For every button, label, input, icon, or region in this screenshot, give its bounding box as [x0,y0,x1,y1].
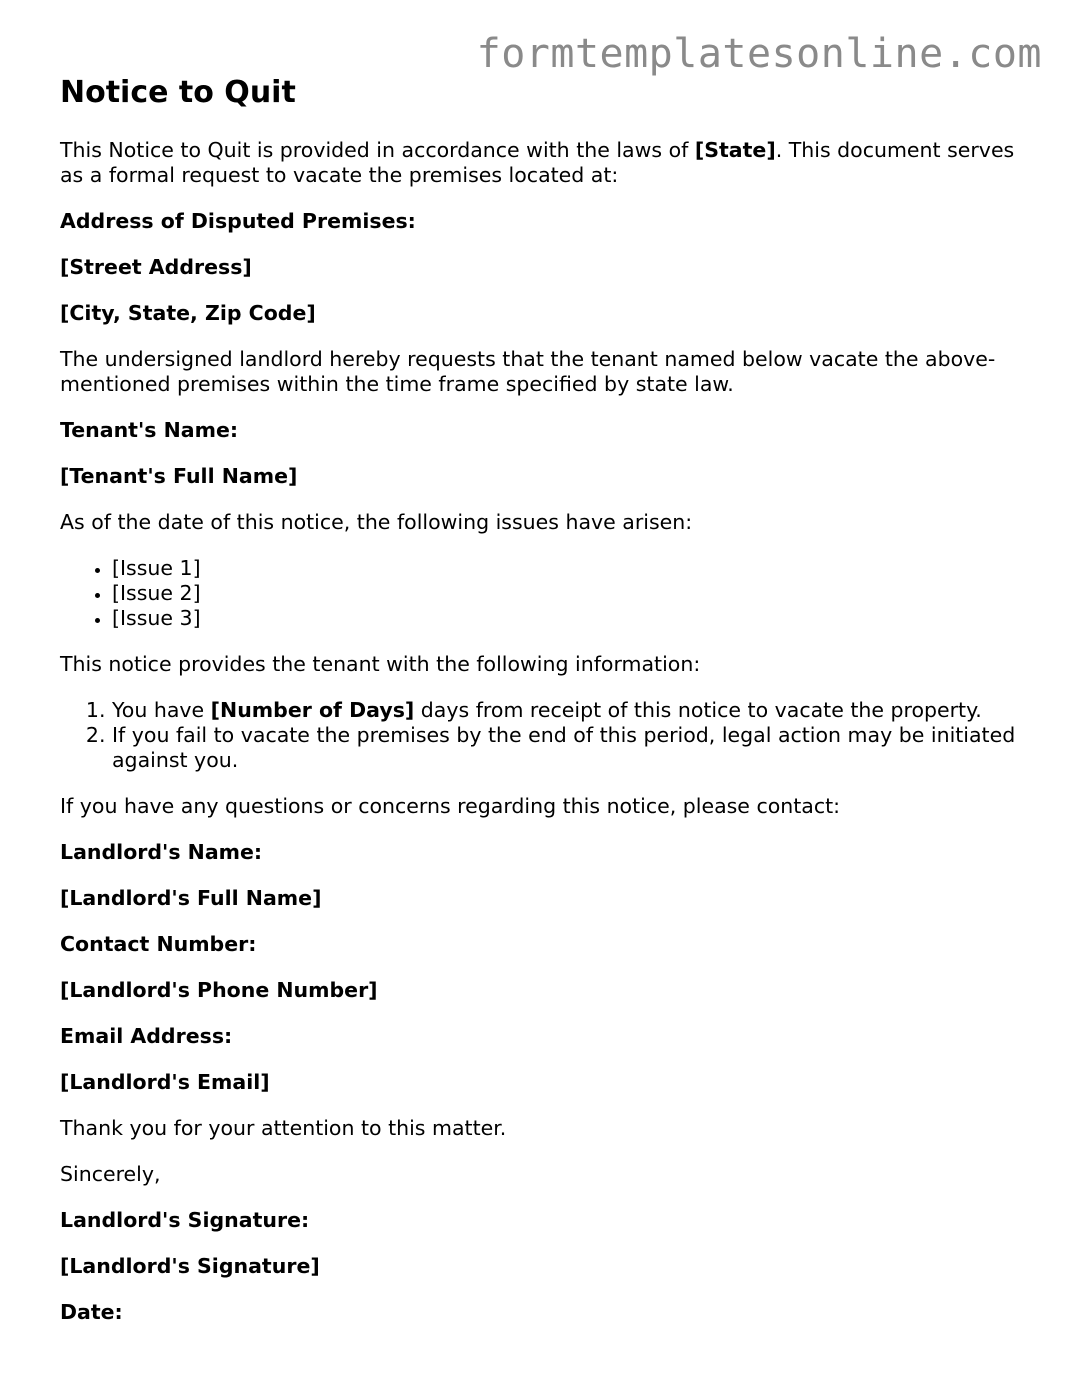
thanks-text: Thank you for your attention to this matter. [60,1116,507,1140]
days-placeholder: [Number of Days] [210,698,415,722]
issues-list [60,556,1020,631]
signature-label: Landlord's Signature: [60,1208,310,1232]
city-state-zip: [City, State, Zip Code] [60,301,316,325]
landlord-name-label: Landlord's Name: [60,840,263,864]
landlord-name: [Landlord's Full Name] [60,886,322,910]
tenant-label: Tenant's Name: [60,418,239,442]
contact-intro: If you have any questions or concerns regarding this notice, please contact: [60,794,841,818]
request-paragraph: The undersigned landlord hereby requests that the tenant named below vacate the above-mentioned premises within the time frame specified by state law. [60,347,996,396]
state-placeholder: [State] [694,138,776,162]
email-label: Email Address: [60,1024,233,1048]
list-item: • [Issue 1] [112,556,1020,581]
info-item-1-text-2: days from receipt of this notice to vacate the property. [414,698,982,722]
watermark: formtemplatesonline.com [476,31,1042,77]
intro-paragraph [60,138,1020,188]
address-label: Address of Disputed Premises: [60,209,416,233]
contact-number-label: Contact Number: [60,932,257,956]
date-label: Date: [60,1300,123,1324]
list-item: • [Issue 3] [112,606,1020,631]
info-item-1-text-1: You have [112,698,211,722]
street-address: [Street Address] [60,255,252,279]
landlord-email: [Landlord's Email] [60,1070,270,1094]
intro-text-1: This Notice to Quit is provided in accordance with the laws of [60,138,695,162]
tenant-name: [Tenant's Full Name] [60,464,298,488]
document-body [60,74,1020,1346]
list-item [112,698,1020,723]
signature-placeholder: [Landlord's Signature] [60,1254,320,1278]
list-item: 2. If you fail to vacate the premises by the end of this period, legal action may be initiated against you. [112,723,1020,773]
info-list [60,698,1020,773]
closing-text: Sincerely, [60,1162,161,1186]
issues-intro: As of the date of this notice, the following issues have arisen: [60,510,693,534]
page-title: Notice to Quit [60,75,296,110]
list-item: • [Issue 2] [112,581,1020,606]
contact-number: [Landlord's Phone Number] [60,978,378,1002]
intro-text-2: . This document serves as a formal request to vacate the premises located at: [60,138,1015,187]
info-intro: This notice provides the tenant with the following information: [60,652,701,676]
